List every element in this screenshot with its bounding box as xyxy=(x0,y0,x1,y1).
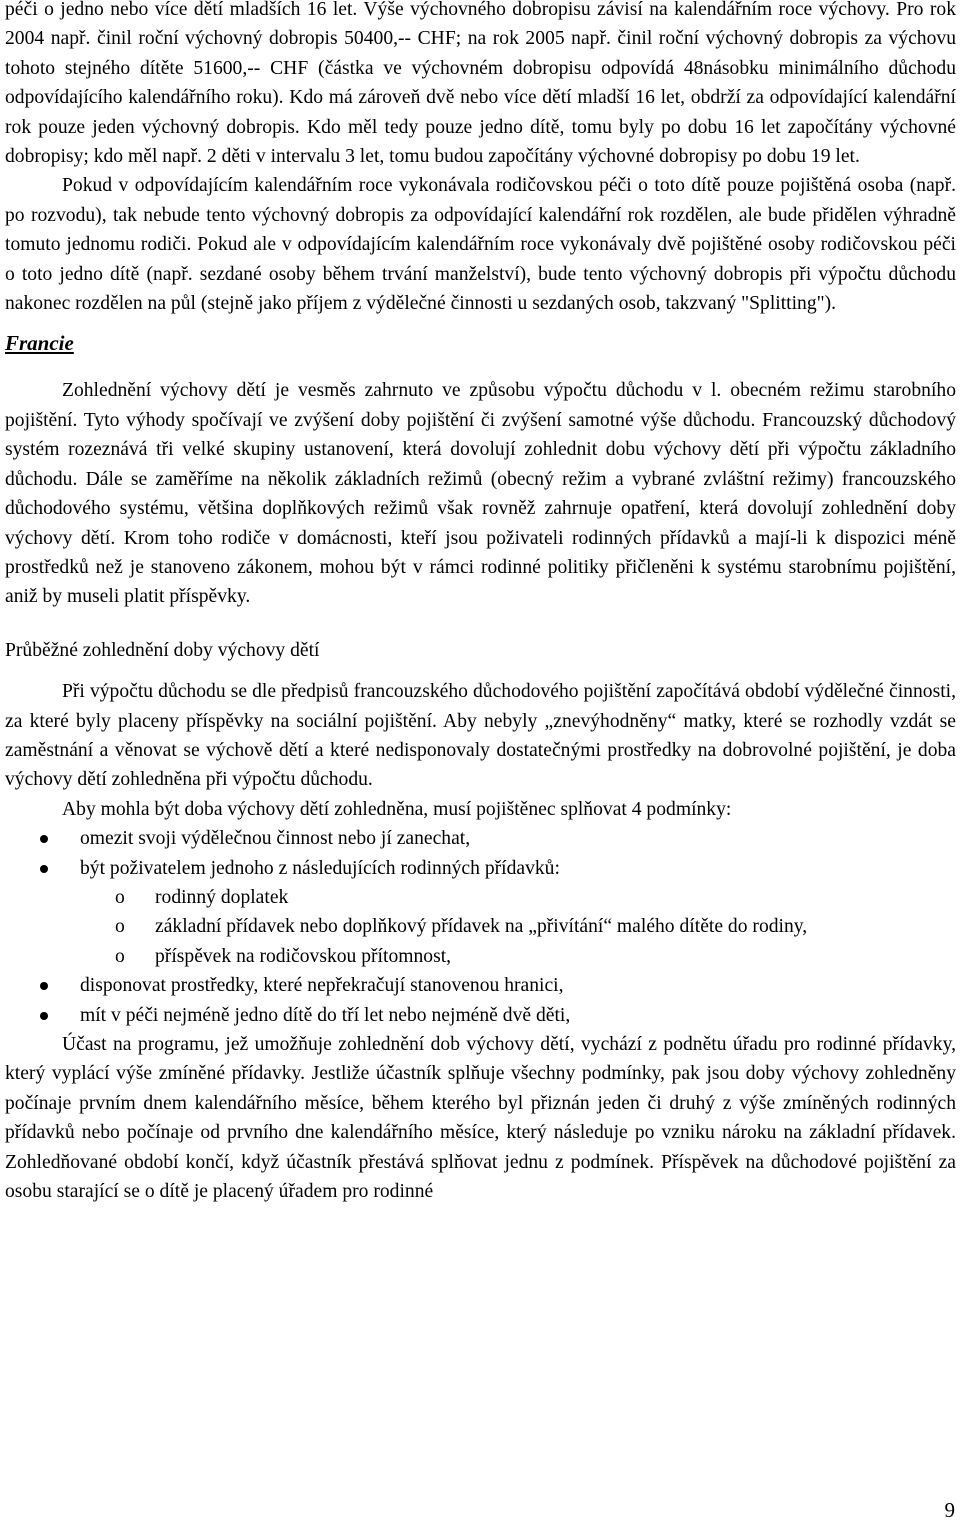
subsection-title: Průběžné zohlednění doby výchovy dětí xyxy=(5,639,320,661)
bullet-icon xyxy=(40,982,48,990)
allowances-list xyxy=(5,883,956,971)
sub-bullet-icon: o xyxy=(115,886,125,908)
list-item xyxy=(5,971,956,1000)
bullet-icon xyxy=(40,865,48,873)
bullet-icon xyxy=(40,1012,48,1020)
paragraph-continuation: péči o jedno nebo více dětí mladších 16 let. Výše výchovného dobropisu závisí na kalendářním roce výchovy. Pro rok 2004 např. činil roční výchovný dobropis 50400,-- CHF; na rok 2005 např. činil roční výchovný dobropis za výchovu tohoto stejného dítěte 51600,-- CHF (částka ve výchovném dobropisu odpovídá 48násobku minimálního důchodu odpovídajícího kalendářního roku). Kdo má zároveň dvě nebo více dětí mladší 16 let, obdrží za odpovídající kalendářní rok pouze jeden výchovný dobropis. Kdo měl tedy pouze jedno dítě, tomu byly po dobu 16 let započítány výchovné dobropisy; kdo měl např. 2 děti v intervalu 3 let, tomu budou započítány výchovné dobropisy po dobu 19 let. xyxy=(5,0,956,168)
list-item-text: být poživatelem jednoho z následujících rodinných přídavků: xyxy=(80,857,560,879)
paragraph-conditions-intro: Aby mohla být doba výchovy dětí zohledněna, musí pojištěnec splňovat 4 podmínky: xyxy=(62,798,732,820)
paragraph-splitting: Pokud v odpovídajícím kalendářním roce vykonávala rodičovskou péči o toto dítě pouze pojištěná osoba (např. po rozvodu), tak nebude tento výchovný dobropis za odpovídající kalendářní rok rozdělen, ale bude přidělen výhradně tomuto jednomu rodiči. Pokud ale v odpovídajícím kalendářním roce vykonávaly dvě pojištěné osoby rodičovskou péči o toto jedno dítě (např. sezdané osoby během trvání manželství), bude tento výchovný dobropis při výpočtu důchodu nakonec rozdělen na půl (stejně jako příjem z výdělečné činnosti u sezdaných osob, takzvaný "Splitting"). xyxy=(5,175,956,315)
paragraph-france-intro: Zohlednění výchovy dětí je vesměs zahrnuto ve způsobu výpočtu důchodu v l. obecném režimu starobního pojištění. Tyto výhody spočívají ve zvýšení doby pojištění či zvýšení samotné výše důchodu. Francouzský důchodový systém rozeznává tři velké skupiny ustanovení, která dovolují zohlednit dobu výchovy dětí při výpočtu základního důchodu. Dále se zaměříme na několik základních režimů (obecný režim a vybrané zvláštní režimy) francouzského důchodového systému, většina doplňkových režimů však rovněž zahrnuje opatření, která dovolují zohlednění doby výchovy dětí. Krom toho rodiče v domácnosti, kteří jsou poživateli rodinných přídavků a mají-li k dispozici méně prostředků než je stanoveno zákonem, mohou být v rámci rodinné politiky přičleněni k systému starobnímu pojištění, aniž by museli platit příspěvky. xyxy=(5,380,956,608)
conditions-list xyxy=(5,824,956,1030)
allowances-container xyxy=(5,883,956,971)
sub-list-item-text: příspěvek na rodičovskou přítomnost, xyxy=(155,945,452,967)
sub-bullet-icon: o xyxy=(115,916,125,938)
list-item xyxy=(5,854,956,883)
sub-list-item xyxy=(5,912,956,941)
paragraph-program: Účast na programu, jež umožňuje zohlednění dob výchovy dětí, vychází z podnětu úřadu pro rodinné přídavky, který vyplácí výše zmíněné přídavky. Jestliže účastník splňuje všechny podmínky, pak jsou doby výchovy zohledněny počínaje prvním dnem kalendářního měsíce, během kterého byl přiznán jeden či druhý z výše zmíněných rodinných přídavků nebo počínaje od prvního dne kalendářního měsíce, který následuje po vzniku nároku na základní přídavek. Zohledňované období končí, když účastník přestává splňovat jednu z podmínek. Příspěvek na důchodové pojištění za osobu starající se o dítě je placený úřadem pro rodinné xyxy=(5,1034,956,1203)
list-item xyxy=(5,824,956,853)
list-item xyxy=(5,1001,956,1030)
bullet-icon xyxy=(40,835,48,843)
sub-list-item xyxy=(5,942,956,971)
page-number: 9 xyxy=(944,1498,955,1522)
sub-list-item-text: rodinný doplatek xyxy=(155,886,289,908)
list-item-text: omezit svoji výdělečnou činnost nebo jí zanechat, xyxy=(80,828,471,850)
sub-list-item-text: základní přídavek nebo doplňkový přídavek na „přivítání“ malého dítěte do rodiny, xyxy=(155,916,808,938)
document-page xyxy=(5,0,956,1206)
paragraph-calculation: Při výpočtu důchodu se dle předpisů francouzského důchodového pojištění započítává období výdělečné činnosti, za které byly placeny příspěvky na sociální pojištění. Aby nebyly „znevýhodněny“ matky, které se rozhodly vzdát se zaměstnání a věnovat se výchově dětí a které nedisponovaly dostatečnými prostředky na dobrovolné pojištění, je doba výchovy dětí zohledněna při výpočtu důchodu. xyxy=(5,681,956,791)
sub-bullet-icon: o xyxy=(115,945,125,967)
section-title-france: Francie xyxy=(5,331,74,356)
sub-list-item xyxy=(5,883,956,912)
list-item-text: mít v péči nejméně jedno dítě do tří let nebo nejméně dvě děti, xyxy=(80,1004,571,1026)
list-item-text: disponovat prostředky, které nepřekračují stanovenou hranici, xyxy=(80,975,564,997)
